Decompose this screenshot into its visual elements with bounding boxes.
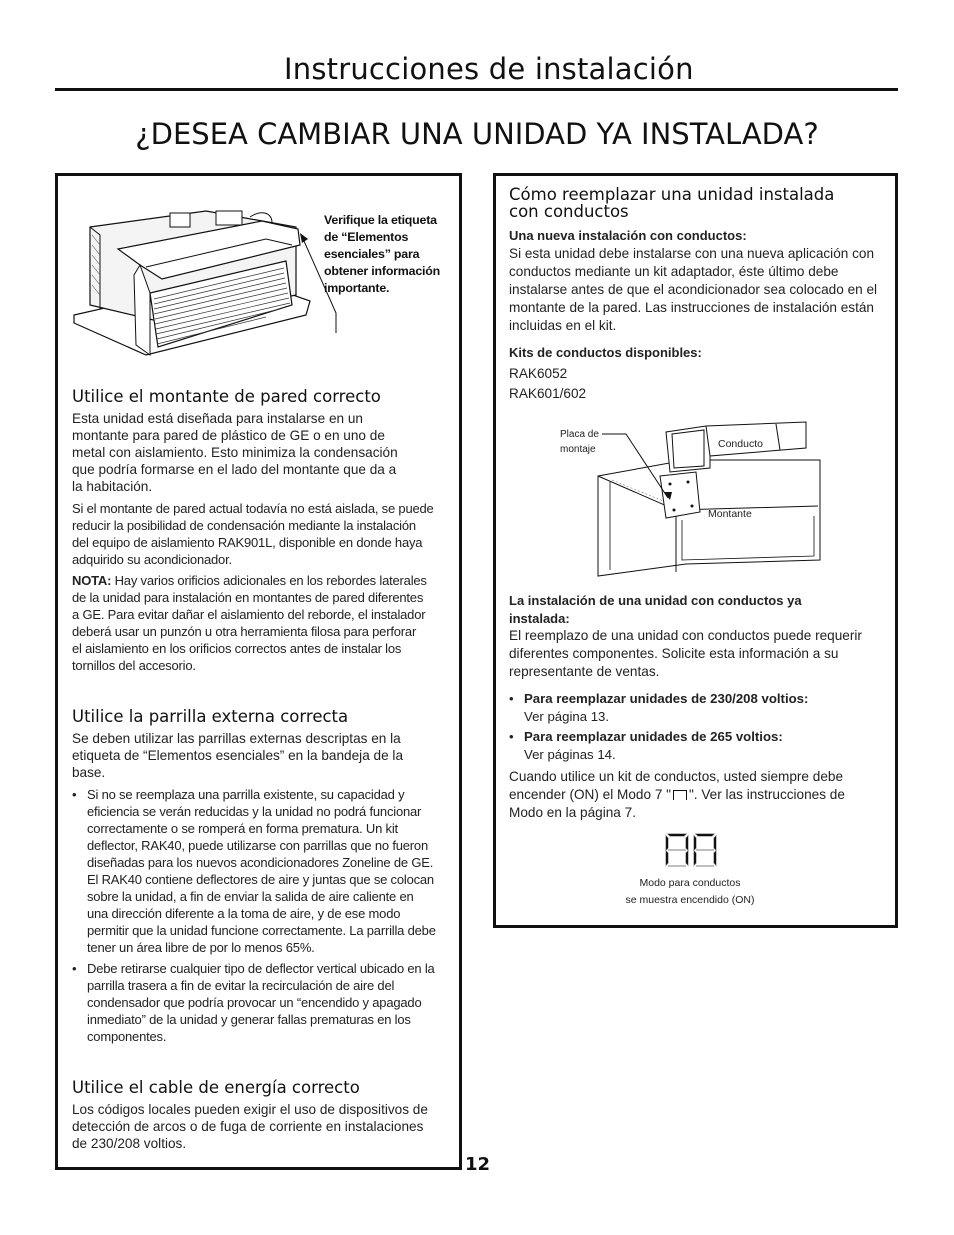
duct-mode-instruction <box>509 768 881 822</box>
kit-rak6052: RAK6052 <box>509 366 568 381</box>
display-caption-2: se muestra encendido (ON) <box>625 894 755 906</box>
display-caption-1: Modo para conductos <box>639 877 741 889</box>
bullet-265-text: Ver páginas 14. <box>524 747 616 762</box>
label-duct: Conducto <box>718 438 763 450</box>
essentials-label-callout: Verifique la etiqueta de “Elementos esenciales” para obtener información importante. <box>324 213 440 295</box>
grille-heading: Utilice la parrilla externa correcta <box>72 707 349 726</box>
note-text: Hay varios orificios adicionales en los rebordes laterales de la unidad para instalación en montantes de pared diferentes a GE. Para evitar dañar el aislamiento del reborde, el instalador deberá usar un punzón u otra herramienta filosa para perforar el aislamiento en los orificios correctos antes de instalar los tornillos del accesorio. <box>72 573 427 673</box>
label-wall-case: Montante <box>708 508 752 520</box>
replacement-bullet-list <box>509 690 879 764</box>
duct-diagram <box>560 420 822 580</box>
bullet-230-208-text: Ver página 13. <box>524 709 610 724</box>
note-label: NOTA: <box>72 573 112 588</box>
grille-bullet-list <box>72 786 438 1045</box>
page-title: Instrucciones de instalación <box>284 52 694 86</box>
bullet-265-label: Para reemplazar unidades de 265 voltios: <box>524 729 783 744</box>
duct-mode-text-b: ". Ver las instrucciones de Modo en la página 7. <box>509 787 845 820</box>
section-heading: ¿DESEA CAMBIAR UNA UNIDAD YA INSTALADA? <box>135 117 819 151</box>
label-mounting-plate-2: montaje <box>560 444 596 455</box>
duct-mode-text-a: Cuando utilice un kit de conductos, usted siempre debe encender (ON) el Modo 7 " <box>509 769 844 802</box>
page-number: 12 <box>465 1154 491 1175</box>
new-install-label: Una nueva instalación con conductos: <box>509 228 747 243</box>
label-mounting-plate-1: Placa de <box>560 429 599 440</box>
ducted-heading: Cómo reemplazar una unidad instalada con conductos <box>509 185 835 221</box>
bullet-230-208-label: Para reemplazar unidades de 230/208 voltios: <box>524 691 809 706</box>
grille-bullet-2: • Debe retirarse cualquier tipo de deflector vertical ubicado en la parrilla trasera a fin de evitar la recirculación de aire del condensador que podría provocar un “encendido y apagado inmediato” de la unidad y generar fallas prematuras en los componentes. <box>72 960 438 1045</box>
grille-p1: Se deben utilizar las parrillas externas descriptas en la etiqueta de “Elementos esenciales” en la bandeja de la base. <box>72 731 404 780</box>
kits-label: Kits de conductos disponibles: <box>509 345 702 360</box>
power-cord-p1: Los códigos locales pueden exigir el uso de dispositivos de detección de arcos o de fuga de corriente en instalaciones de 230/208 voltios. <box>72 1102 428 1151</box>
power-cord-heading: Utilice el cable de energía correcto <box>72 1078 360 1097</box>
wall-case-note <box>72 572 428 674</box>
existing-install-label: La instalación de una unidad con conductos ya instalada: <box>509 593 802 626</box>
bullet-265 <box>509 728 879 764</box>
wall-case-heading: Utilice el montante de pared correcto <box>72 387 381 406</box>
grille-bullet-1: • Si no se reemplaza una parrilla existente, su capacidad y eficiencia se verán reducidas y la unidad no podrá funcionar correctamente o se romperá en forma prematura. Un kit deflector, RAK40, puede utilizarse con parrillas que no fueron diseñadas para los nuevos acondicionadores Zoneline de GE. El RAK40 contiene deflectores de aire y juntas que se colocan sobre la unidad, a fin de enviar la salida de aire caliente en una dirección diferente a la toma de aire, y de ese modo permitir que la unidad funcione correctamente. La parrilla debe tener un área libre de por lo menos 65%. <box>72 786 438 956</box>
existing-install-text: El reemplazo de una unidad con conductos puede requerir diferentes componentes. Solicite esta información a su representante de ventas. <box>509 628 862 679</box>
wall-case-p2: Si el montante de pared actual todavía no está aislada, se puede reducir la posibilidad de condensación mediante la instalación del equipo de aislamiento RAK901L, disponible en donde haya adquirido su acondicionador. <box>72 501 434 567</box>
kit-rak601-602: RAK601/602 <box>509 386 587 401</box>
seven-segment-display-icon <box>664 832 718 868</box>
air-conditioner-illustration <box>66 205 356 365</box>
new-install-text: Si esta unidad debe instalarse con una nueva aplicación con conductos mediante un kit adaptador, éste último debe instalarse antes de que el acondicionador sea colocado en el montante de la pared. Las instrucciones de instalación están incluidas en el kit. <box>509 246 878 333</box>
title-rule <box>55 88 898 91</box>
wall-case-p1: Esta unidad está diseñada para instalarse en un montante para pared de plástico de GE o en uno de metal con aislamiento. Esto minimiza la condensación que podría formarse en el lado del montante que da a la habitación. <box>72 411 398 494</box>
bullet-230-208 <box>509 690 879 726</box>
mode-7-glyph-icon <box>673 790 687 800</box>
